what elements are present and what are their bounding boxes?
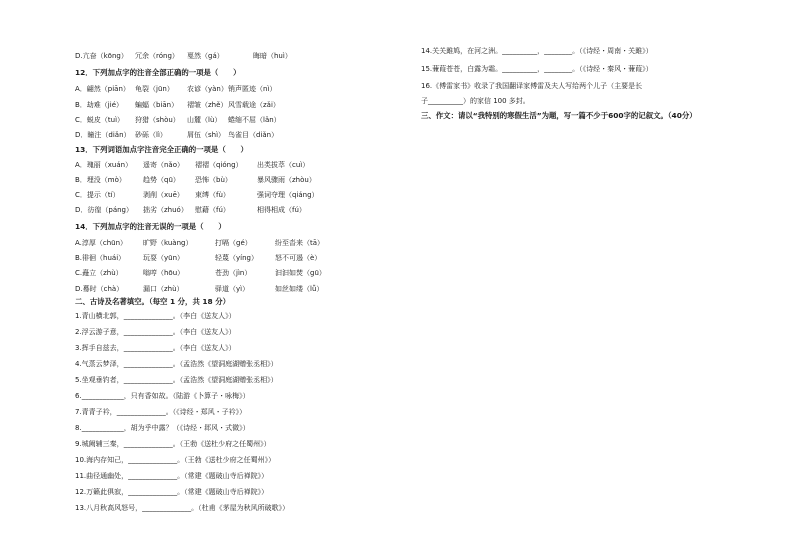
option-word: 纷至沓来（tā） bbox=[275, 239, 325, 247]
option-word: 鸟雀目（diǎn） bbox=[228, 131, 279, 139]
question-16-line-1: 16.《傅雷家书》收录了我国翻译家傅雷及夫人写给两个儿子（主要是长 bbox=[421, 82, 643, 90]
option-word: 出类拔萃（cuì） bbox=[257, 161, 310, 169]
answer-blank[interactable]: ______________ bbox=[116, 408, 166, 416]
option-word: 如丝如缕（lǚ） bbox=[275, 285, 324, 293]
option-word: B．埋没（mò） bbox=[75, 176, 126, 184]
option-word: 暴风骤雨（zhòu） bbox=[257, 176, 316, 184]
answer-blank[interactable]: ______________ bbox=[123, 360, 173, 368]
option-word: 屑伍（shì） bbox=[187, 131, 226, 139]
option-word: 蜷缩不屈（lǎn） bbox=[228, 116, 281, 124]
answer-blank[interactable]: ______________ bbox=[128, 472, 178, 480]
item-prefix: 12.万籁此俱寂， bbox=[75, 488, 129, 496]
option-word: 褶皱（zhě） bbox=[187, 101, 228, 109]
item-source: ，胡为乎中露？（《诗经・邶风・式微》） bbox=[123, 424, 250, 432]
fill-item bbox=[75, 487, 268, 497]
option-word: 玩耍（yūn） bbox=[143, 254, 185, 262]
item-source: 。（孟浩然《望洞庭湖赠张丞相》） bbox=[172, 360, 278, 368]
option-word: 剥削（xuē） bbox=[143, 191, 184, 199]
item-separator: ， bbox=[537, 47, 545, 55]
option-word: 风雪载途（zǎi） bbox=[228, 101, 280, 109]
item-source: 。（李白《送友人》） bbox=[172, 312, 236, 320]
answer-blank[interactable]: ____________ bbox=[81, 424, 124, 432]
item-source: 。（王勃《送杜少府之任蜀州》） bbox=[172, 440, 271, 448]
option-word: C．蜕皮（tuì） bbox=[75, 116, 125, 124]
item-prefix: 7.青青子衿， bbox=[75, 408, 117, 416]
option-word: 遥寄（nǎo） bbox=[143, 161, 185, 169]
answer-blank[interactable]: ______________ bbox=[128, 456, 178, 464]
item-source: 。（《诗经・周南・关雎》） bbox=[572, 47, 653, 55]
fill-item bbox=[75, 423, 250, 433]
item-separator: ， bbox=[537, 65, 545, 73]
item-source: 。（《诗经・秦风・蒹葭》） bbox=[572, 65, 653, 73]
option-word: C.矗立（zhù） bbox=[75, 269, 123, 277]
option-word: 狩猎（shòu） bbox=[135, 116, 180, 124]
item-prefix: 11.曲径通幽处， bbox=[75, 472, 129, 480]
option-word: 龟裂（jūn） bbox=[135, 85, 174, 93]
answer-blank[interactable]: __________ bbox=[428, 97, 463, 105]
question-13-title: 13．下列词语加点字注音完全正确的一项是（ ） bbox=[75, 145, 248, 154]
item-source: 。（李白《送友人》） bbox=[172, 328, 236, 336]
option-word: 砂砾（lì） bbox=[135, 131, 167, 139]
item-prefix: 13.八月秋高风怒号， bbox=[75, 504, 143, 512]
section-3-essay-prompt: 三、作文：请以“我特别的寒假生活”为题，写一篇不少于600字的记叙文。（40分） bbox=[421, 111, 697, 120]
answer-blank[interactable]: __________ bbox=[502, 65, 538, 73]
option-word: D．彷徨（páng） bbox=[75, 206, 134, 214]
answer-blank[interactable]: __________ bbox=[502, 47, 538, 55]
item-source: 。（孟浩然《望洞庭湖赠张丞相》） bbox=[172, 376, 278, 384]
option-word: B.徘徊（huái） bbox=[75, 254, 126, 262]
answer-blank[interactable]: ______________ bbox=[123, 344, 173, 352]
item-prefix: 1.青山横北郭， bbox=[75, 312, 124, 320]
fill-item bbox=[75, 455, 275, 465]
answer-blank[interactable]: ________ bbox=[544, 47, 573, 55]
option-word: 山麓（lù） bbox=[187, 116, 222, 124]
option-word: D.亢奋（kōng） bbox=[75, 52, 128, 60]
item-prefix: 5.坐观垂钓者， bbox=[75, 376, 124, 384]
item-prefix: 4.气蒸云梦泽， bbox=[75, 360, 124, 368]
option-word: 轻蔑（yíng） bbox=[215, 254, 258, 262]
fill-item bbox=[75, 375, 278, 385]
item-prefix: 3.挥手自兹去， bbox=[75, 344, 124, 352]
option-word: 慰藉（fú） bbox=[195, 206, 230, 214]
option-word: 蝙蝠（biān） bbox=[135, 101, 179, 109]
fill-item bbox=[75, 311, 236, 321]
option-word: 嗡哼（hōu） bbox=[143, 269, 185, 277]
fill-item bbox=[75, 327, 236, 337]
section-2-title: 二、古诗及名著填空。（每空 1 分，共 18 分） bbox=[75, 297, 231, 306]
option-word: 苍劲（jìn） bbox=[215, 269, 252, 277]
fill-item bbox=[75, 407, 246, 417]
item-prefix: 15.蒹葭苍苍，白露为霜。 bbox=[421, 65, 503, 73]
fill-item bbox=[75, 343, 236, 353]
item-prefix: 10.海内存知己， bbox=[75, 456, 129, 464]
option-word: 驿道（yì） bbox=[215, 285, 250, 293]
option-word: C．提示（tí） bbox=[75, 191, 120, 199]
item-source: 。（王勃《送杜少府之任蜀州》） bbox=[177, 456, 276, 464]
fill-item bbox=[75, 503, 289, 513]
option-word: 农谚（yàn） bbox=[187, 85, 228, 93]
item-source: 。（李白《送友人》） bbox=[172, 344, 236, 352]
fill-item bbox=[75, 391, 250, 401]
option-word: B．劫难（jié） bbox=[75, 101, 123, 109]
answer-blank[interactable]: ______________ bbox=[128, 488, 178, 496]
answer-blank[interactable]: ____________ bbox=[81, 392, 124, 400]
fill-item bbox=[75, 471, 268, 481]
option-word: 戛然（gá） bbox=[187, 52, 224, 60]
fill-item bbox=[75, 359, 278, 369]
item-prefix: 子 bbox=[421, 97, 428, 105]
answer-blank[interactable]: ______________ bbox=[142, 504, 192, 512]
option-word: D.蓦时（chà） bbox=[75, 285, 124, 293]
option-word: D．瞳注（diǎn） bbox=[75, 131, 131, 139]
answer-blank[interactable]: ______________ bbox=[123, 312, 173, 320]
fill-item bbox=[421, 64, 653, 74]
option-word: 趋势（qū） bbox=[143, 176, 180, 184]
item-source: ，只有香如故。（陆游《卜算子・咏梅》） bbox=[123, 392, 250, 400]
item-source: 。（常建《题破山寺后禅院》） bbox=[177, 472, 269, 480]
option-word: 销声匿迹（nì） bbox=[228, 85, 277, 93]
option-word: A．瑰丽（xuán） bbox=[75, 161, 133, 169]
option-word: A．翩然（piān） bbox=[75, 85, 130, 93]
option-word: 旷野（kuàng） bbox=[143, 239, 193, 247]
question-12-title: 12．下列加点字的注音全部正确的一项是（ ） bbox=[75, 68, 241, 77]
fill-item bbox=[75, 439, 271, 449]
item-source: 。（《诗经・郑风・子衿》） bbox=[165, 408, 247, 416]
answer-blank[interactable]: ______________ bbox=[123, 328, 173, 336]
option-word: 束缚（fù） bbox=[195, 191, 230, 199]
item-source: 。（杜甫《茅屋为秋风所破歌》） bbox=[191, 504, 290, 512]
option-word: 怒不可遏（è） bbox=[275, 254, 322, 262]
answer-blank[interactable]: ________ bbox=[544, 65, 573, 73]
item-prefix: 9.城阙辅三秦， bbox=[75, 440, 124, 448]
option-word: 强词夺理（qiáng） bbox=[257, 191, 319, 199]
item-prefix: 14.关关雎鸠，在河之洲。 bbox=[421, 47, 503, 55]
option-word: 汩汩如焚（gū） bbox=[275, 269, 326, 277]
option-word: 褶褶（qióng） bbox=[195, 161, 243, 169]
option-word: 拙劣（zhuó） bbox=[143, 206, 188, 214]
question-14-title: 14．下列加点字的注音无误的一项是（ ） bbox=[75, 222, 226, 231]
option-word: 相得相成（fú） bbox=[257, 206, 306, 214]
option-word: 漏口（zhù） bbox=[143, 285, 184, 293]
item-source: 。（常建《题破山寺后禅院》） bbox=[177, 488, 269, 496]
item-prefix: 8. bbox=[75, 424, 82, 432]
answer-blank[interactable]: ______________ bbox=[123, 376, 173, 384]
item-prefix: 6. bbox=[75, 392, 82, 400]
item-suffix: ）的家信 100 多封。 bbox=[463, 97, 530, 105]
option-word: 冗余（róng） bbox=[135, 52, 179, 60]
fill-item bbox=[421, 46, 653, 56]
option-word: 恐怖（bù） bbox=[195, 176, 232, 184]
item-prefix: 2.浮云游子意， bbox=[75, 328, 124, 336]
option-word: A.淳厚（chūn） bbox=[75, 239, 128, 247]
question-16-line-2 bbox=[421, 96, 530, 106]
option-word: 打嗝（gé） bbox=[215, 239, 252, 247]
option-word: 晦暗（huì） bbox=[253, 52, 292, 60]
answer-blank[interactable]: ______________ bbox=[123, 440, 173, 448]
